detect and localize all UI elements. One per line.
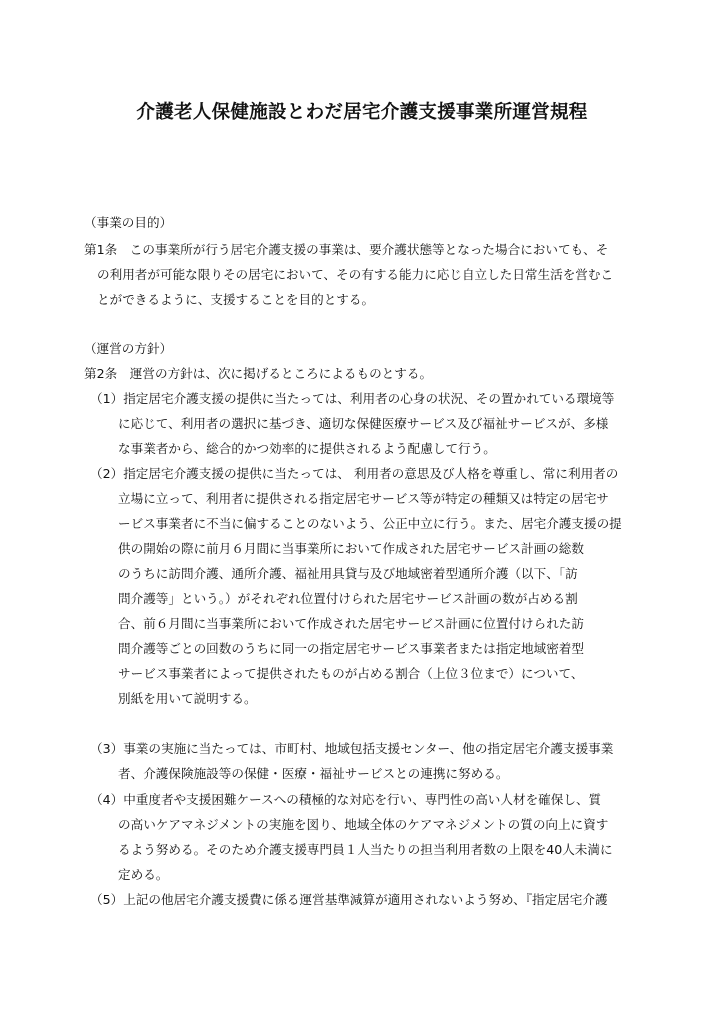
- article-1-line: の利用者が可能な限りその居宅において、その有する能力に応じ自立した日常生活を営むこ: [97, 267, 614, 282]
- policy-item-line: （2）指定居宅介護支援の提供に当たっては、 利用者の意思及び人格を尊重し、常に利用者の: [90, 466, 619, 481]
- policy-item-line: （4）中重度者や支援困難ケースへの積極的な対応を行い、専門性の高い人材を確保し、質: [90, 792, 602, 807]
- policy-item-line: のうちに訪問介護、通所介護、福祉用具貸与及び地域密着型通所介護（以下、「訪: [118, 566, 578, 581]
- policy-item-line: に応じて、利用者の選択に基づき、適切な保健医療サービス及び福祉サービスが、多様: [118, 416, 609, 431]
- policy-item-line: 問介護等」という。）がそれぞれ位置付けられた居宅サービス計画の数が占める割: [118, 591, 578, 606]
- policy-item-line: 定める。: [118, 867, 169, 882]
- policy-item-line: 供の開始の際に前月６月間に当事業所において作成された居宅サービス計画の総数: [118, 541, 584, 556]
- policy-item-line: な事業者から、総合的かつ効率的に提供されるよう配慮して行う。: [118, 441, 496, 456]
- policy-item-line: の高いケアマネジメントの実施を図り、地域全体のケアマネジメントの質の向上に資す: [118, 817, 609, 832]
- article-1-line: 第1条 この事業所が行う居宅介護支援の事業は、要介護状態等となった場合においても、そ: [84, 242, 609, 257]
- policy-item-line: 者、介護保険施設等の保健・医療・福祉サービスとの連携に努める。: [118, 766, 509, 781]
- policy-item-line: 問介護等ごとの回数のうちに同一の指定居宅サービス事業者または指定地域密着型: [118, 641, 584, 656]
- policy-item-line: （3）事業の実施に当たっては、市町村、地域包括支援センター、他の指定居宅介護支援事業: [90, 741, 614, 756]
- policy-item-line: （1）指定居宅介護支援の提供に当たっては、利用者の心身の状況、その置かれている環境等: [90, 391, 615, 406]
- policy-item-line: 立場に立って、利用者に提供される指定居宅サービス等が特定の種類又は特定の居宅サ: [118, 491, 609, 506]
- document-title: 介護老人保健施設とわだ居宅介護支援事業所運営規程: [136, 102, 588, 123]
- policy-item-line: 別紙を用いて説明する。: [118, 691, 257, 706]
- policy-item-line: サービス事業者によって提供されたものが占める割合（上位３位まで）について、: [118, 666, 584, 681]
- article-2-line: 第2条 運営の方針は、次に掲げるところによるものとする。: [84, 366, 433, 381]
- section-heading: （運営の方針）: [84, 341, 173, 356]
- article-1-line: とができるように、支援することを目的とする。: [97, 292, 375, 307]
- policy-item-line: 合、前６月間に当事業所において作成された居宅サービス計画に位置付けられた訪: [118, 616, 584, 631]
- policy-item-line: （5）上記の他居宅介護支援費に係る運営基準減算が適用されないよう努め、『指定居宅介護: [90, 892, 608, 907]
- policy-item-line: るよう努める。そのため介護支援専門員１人当たりの担当利用者数の上限を40人未満に: [118, 842, 613, 857]
- section-heading: （事業の目的）: [84, 215, 173, 230]
- policy-item-line: ービス事業者に不当に偏することのないよう、公正中立に行う。また、居宅介護支援の提: [118, 516, 622, 531]
